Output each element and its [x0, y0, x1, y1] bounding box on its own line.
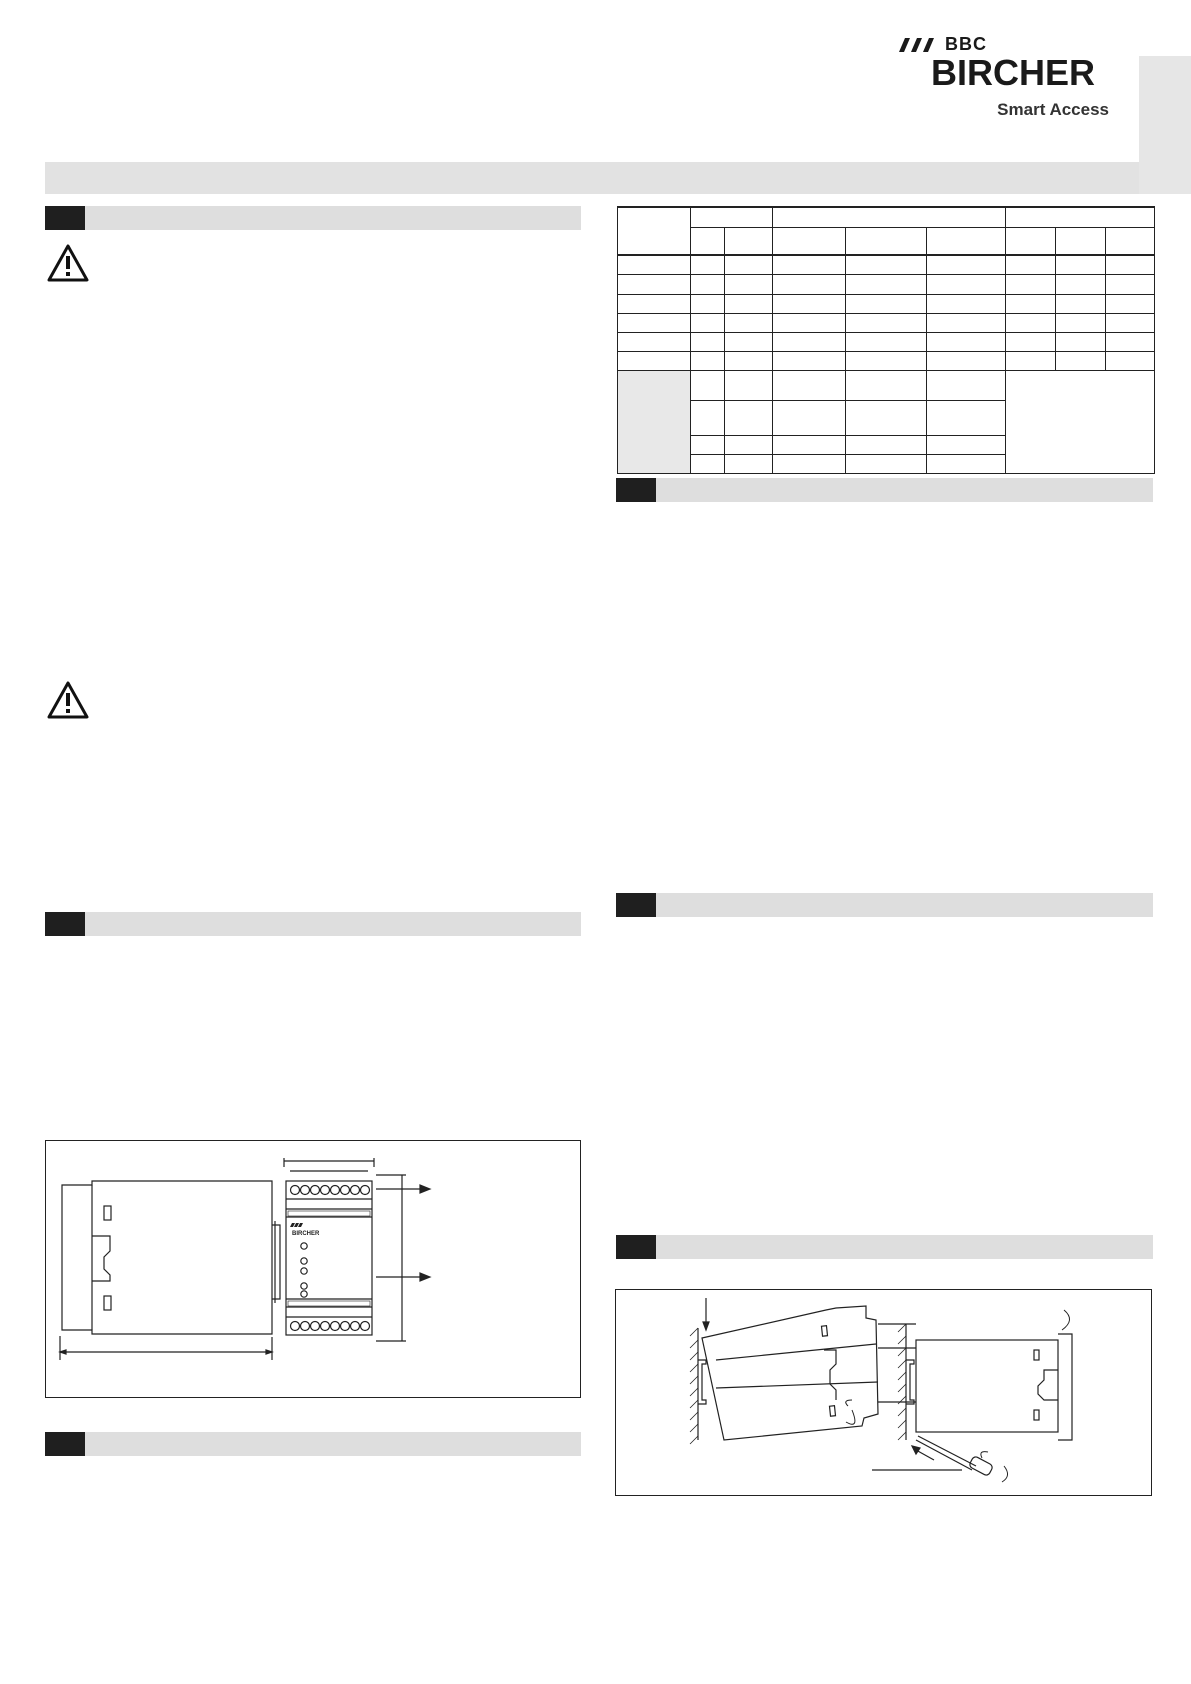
side-tab	[1139, 56, 1191, 194]
brand-name: BIRCHER	[931, 52, 1096, 93]
title-band	[45, 162, 1139, 194]
section-number-block	[45, 206, 85, 230]
table-header-cell	[690, 207, 773, 227]
table-subheader-cell	[724, 227, 772, 255]
specification-table	[617, 206, 1155, 474]
table-subheader-cell	[926, 227, 1005, 255]
table-row	[618, 275, 1155, 294]
dimension-drawing-figure	[45, 1140, 581, 1398]
table-merged-cell	[1005, 371, 1154, 474]
table-row	[618, 255, 1155, 275]
table-header-cell	[1005, 207, 1154, 227]
table-row	[618, 352, 1155, 371]
warning-triangle-icon	[47, 681, 89, 719]
table-group-cell	[618, 371, 691, 474]
brand-logo	[899, 36, 1109, 126]
table-subheader-cell	[1106, 227, 1155, 255]
table-row	[618, 313, 1155, 332]
table-row	[618, 371, 1155, 401]
section-header-function	[616, 478, 1153, 502]
dimension-drawing	[46, 1141, 580, 1397]
section-number-block	[616, 478, 656, 502]
section-header-safety	[45, 206, 581, 230]
table-subheader-cell	[690, 227, 724, 255]
table-subheader-cell	[773, 227, 846, 255]
section-header-connection	[45, 1432, 581, 1456]
table-row	[618, 332, 1155, 351]
section-number-block	[45, 912, 85, 936]
din-rail-mounting-drawing	[616, 1290, 1151, 1495]
section-number-block	[616, 893, 656, 917]
table-header-cell	[773, 207, 1005, 227]
section-number-block	[616, 1235, 656, 1259]
module-brand-label: BIRCHER	[292, 1231, 320, 1237]
table-header-cell	[618, 207, 691, 255]
table-subheader-cell	[1056, 227, 1106, 255]
section-number-block	[45, 1432, 85, 1456]
section-header-commissioning	[616, 893, 1153, 917]
din-rail-mounting-figure	[615, 1289, 1152, 1496]
section-header-mounting	[616, 1235, 1153, 1259]
section-header-dimensions	[45, 912, 581, 936]
table-subheader-cell	[1005, 227, 1055, 255]
brand-tagline: Smart Access	[997, 100, 1109, 119]
brand-top-line: BBC	[945, 34, 987, 54]
table-row	[618, 294, 1155, 313]
table-subheader-cell	[846, 227, 927, 255]
triple-slash-icon	[899, 38, 939, 52]
warning-triangle-icon	[47, 244, 89, 282]
